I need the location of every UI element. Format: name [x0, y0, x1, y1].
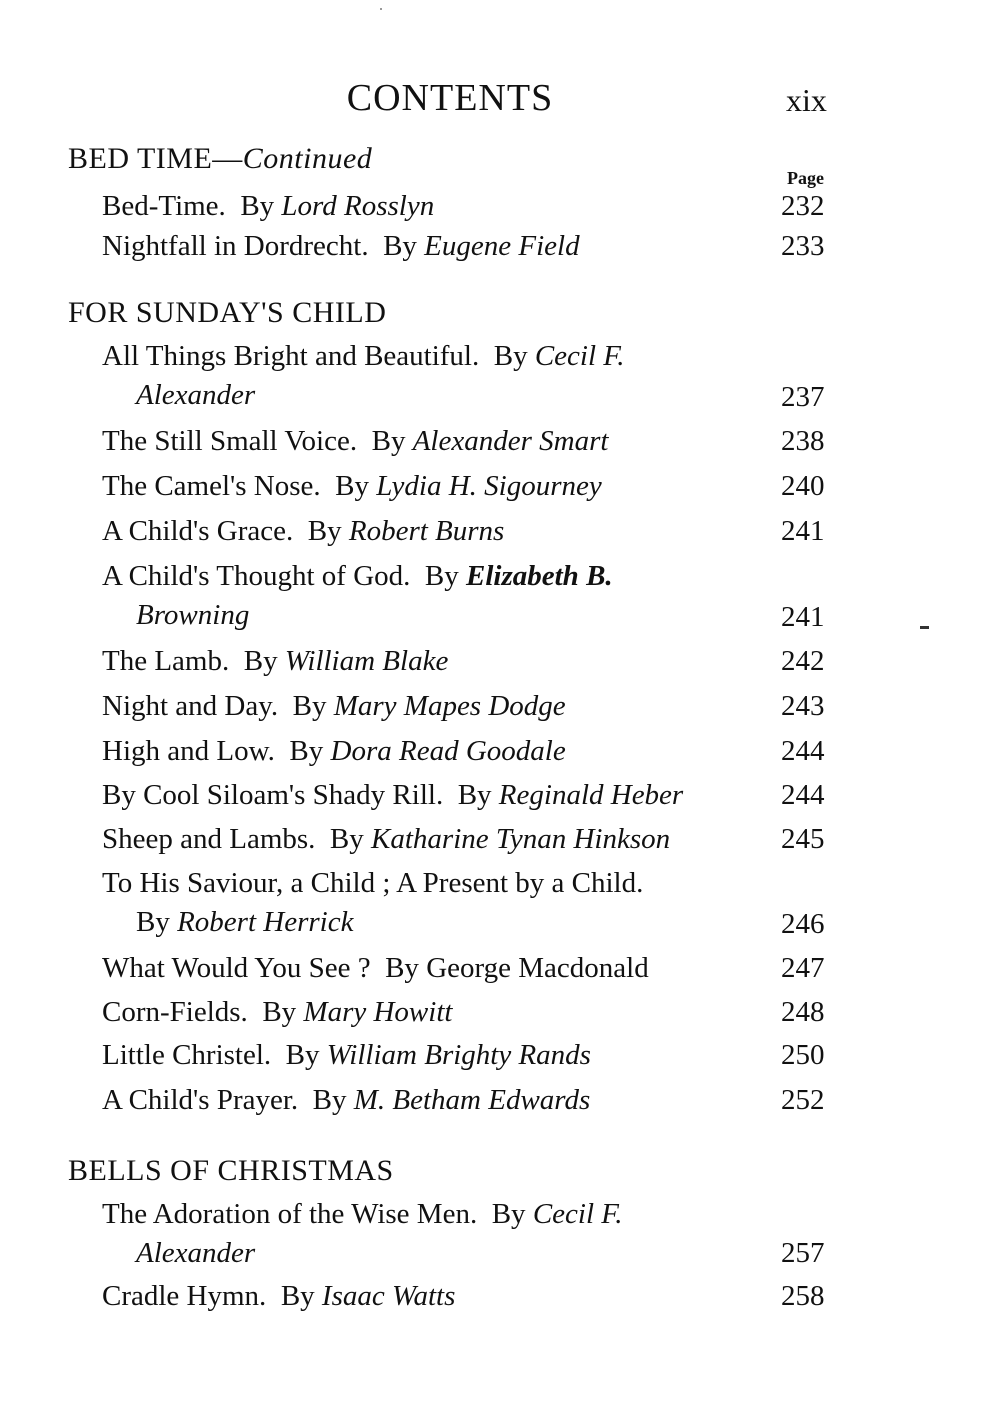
ink-mark: [920, 626, 929, 629]
entry-page-number: 244: [781, 735, 825, 767]
entry-page-number: 258: [781, 1280, 825, 1312]
entry-page-number: 241: [781, 515, 825, 547]
page-column-label: Page: [787, 168, 824, 188]
toc-entry[interactable]: A Child's Prayer. By M. Betham Edwards: [102, 1084, 591, 1116]
toc-entry[interactable]: Corn-Fields. By Mary Howitt: [102, 996, 453, 1028]
toc-entry[interactable]: By Cool Siloam's Shady Rill. By Reginald Heber: [102, 779, 684, 811]
toc-entry[interactable]: A Child's Thought of God. By Elizabeth B. Browning: [102, 560, 613, 631]
entry-page-number: 238: [781, 425, 825, 457]
toc-entry[interactable]: The Lamb. By William Blake: [102, 645, 449, 677]
toc-entry[interactable]: A Child's Grace. By Robert Burns: [102, 515, 505, 547]
toc-entry[interactable]: Nightfall in Dordrecht. By Eugene Field: [102, 230, 580, 262]
toc-entry[interactable]: Little Christel. By William Brighty Rands: [102, 1039, 591, 1071]
section-heading-bed-time: BED TIME—Continued: [68, 142, 373, 175]
entry-page-number: 241: [781, 601, 825, 633]
toc-entry[interactable]: The Adoration of the Wise Men. By Cecil F. Alexander: [102, 1198, 623, 1269]
entry-page-number: 245: [781, 823, 825, 855]
entry-page-number: 257: [781, 1237, 825, 1269]
entry-page-number: 243: [781, 690, 825, 722]
toc-entry[interactable]: High and Low. By Dora Read Goodale: [102, 735, 566, 767]
entry-page-number: 247: [781, 952, 825, 984]
toc-entry[interactable]: Night and Day. By Mary Mapes Dodge: [102, 690, 566, 722]
entry-page-number: 240: [781, 470, 825, 502]
entry-page-number: 232: [781, 190, 825, 222]
entry-page-number: 244: [781, 779, 825, 811]
speck: [380, 8, 382, 10]
section-heading-sundays-child: FOR SUNDAY'S CHILD: [68, 296, 387, 329]
toc-entry[interactable]: Sheep and Lambs. By Katharine Tynan Hinkson: [102, 823, 671, 855]
section-heading-bells-of-christmas: BELLS OF CHRISTMAS: [68, 1154, 394, 1187]
toc-entry[interactable]: Cradle Hymn. By Isaac Watts: [102, 1280, 456, 1312]
toc-entry[interactable]: What Would You See ? By George Macdonald: [102, 952, 649, 984]
toc-entry[interactable]: To His Saviour, a Child ; A Present by a Child. By Robert Herrick: [102, 867, 644, 938]
entry-page-number: 248: [781, 996, 825, 1028]
entry-page-number: 252: [781, 1084, 825, 1116]
entry-page-number: 250: [781, 1039, 825, 1071]
toc-entry[interactable]: Bed-Time. By Lord Rosslyn: [102, 190, 435, 222]
entry-page-number: 242: [781, 645, 825, 677]
entry-page-number: 237: [781, 381, 825, 413]
page-title: CONTENTS: [346, 77, 554, 119]
page-number: xix: [786, 82, 827, 118]
entry-page-number: 246: [781, 908, 825, 940]
entry-page-number: 233: [781, 230, 825, 262]
toc-entry[interactable]: All Things Bright and Beautiful. By Cecil F. Alexander: [102, 340, 625, 411]
toc-entry[interactable]: The Camel's Nose. By Lydia H. Sigourney: [102, 470, 602, 502]
toc-entry[interactable]: The Still Small Voice. By Alexander Smart: [102, 425, 609, 457]
